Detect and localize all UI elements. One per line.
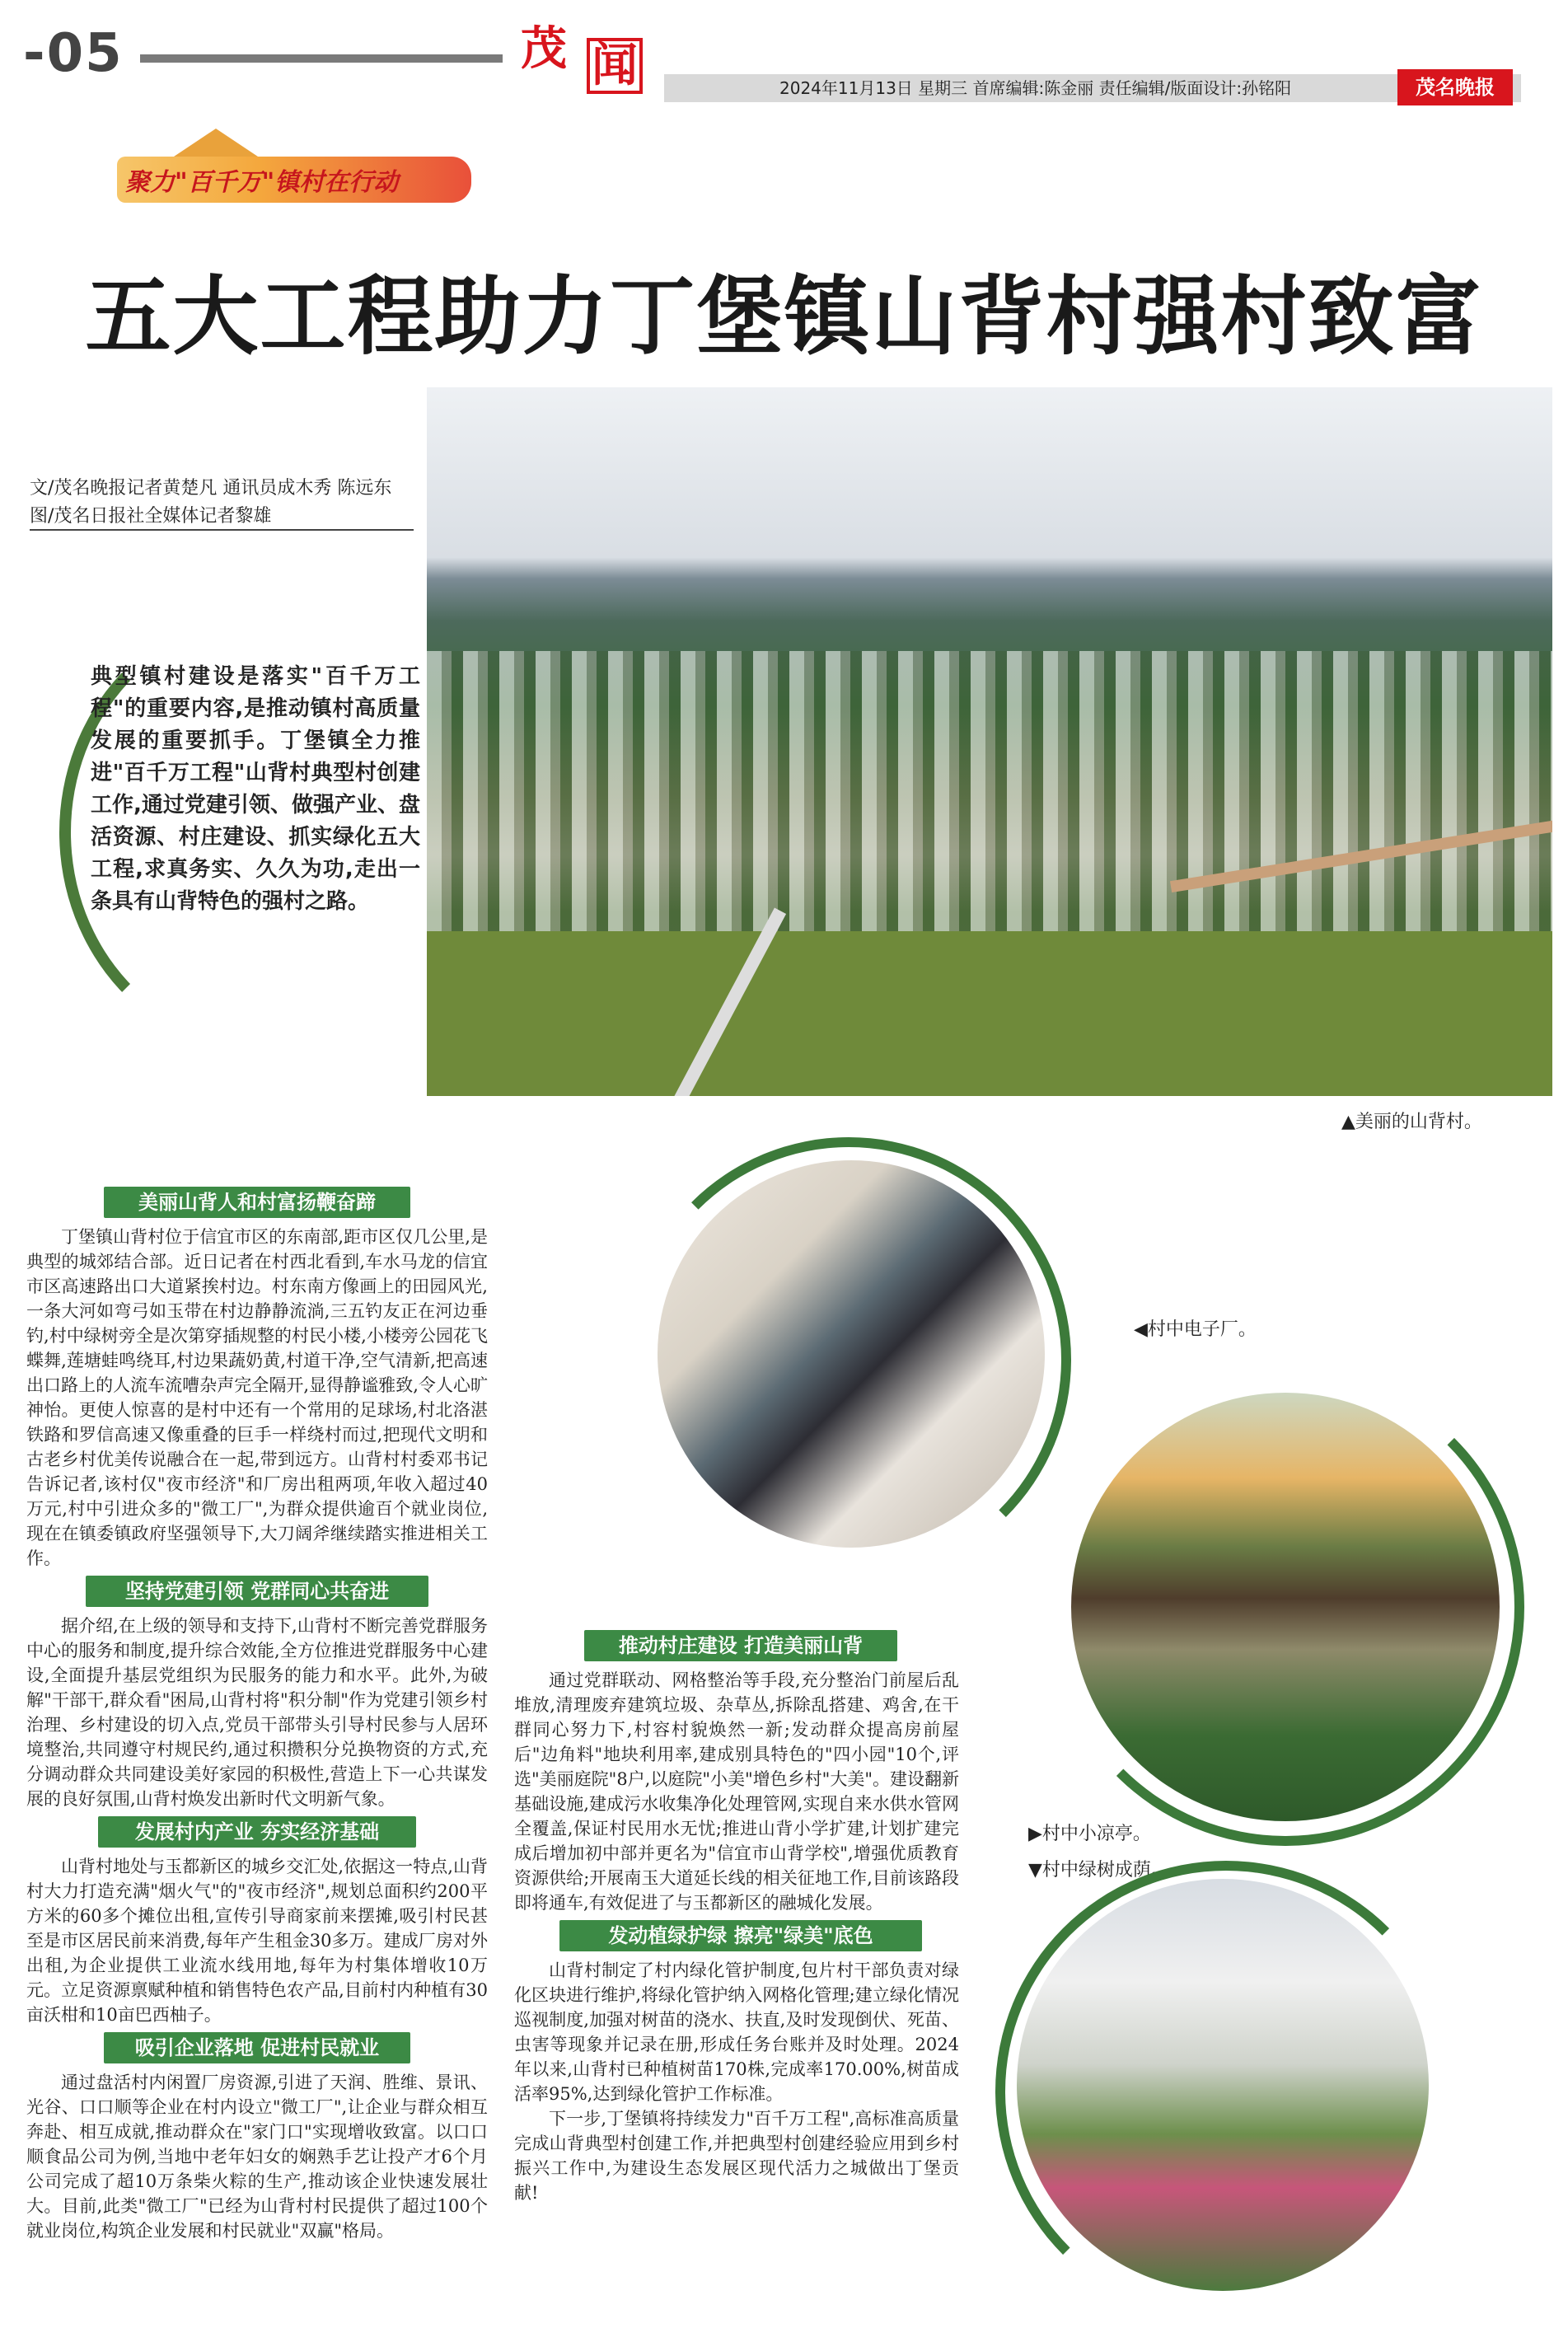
section-body-4: 通过盘活村内闲置厂房资源,引进了天润、胜维、景讯、光谷、口口顺等企业在村内设立"微工厂",让企业与群众相互奔赴、相互成就,推动群众在"家门口"实现增收致富。以口口顺食品公司为例,当地中老年妇女的娴熟手艺让投产才6个月公司完成了超10万条柴火粽的生产,推动该企业快速发展壮大。目前,此类"微工厂"已经为山背村村民提供了超过100个就业岗位,构筑企业发展和村民就业"双赢"格局。 <box>26 2073 488 2241</box>
trees-caption: ▼村中绿树成荫。 <box>1028 1860 1169 1881</box>
pavilion-caption: ▶村中小凉亭。 <box>1028 1824 1151 1844</box>
main-photo-caption: ▲美丽的山背村。 <box>1341 1112 1482 1132</box>
section-char-2: 闻 <box>587 38 643 94</box>
pavilion-photo <box>1071 1393 1500 1821</box>
section-heading-5: 推动村庄建设 打造美丽山背 <box>584 1630 897 1661</box>
photo-village-area <box>427 651 1552 948</box>
aerial-village-photo <box>427 387 1552 1096</box>
paper-logo: 茂名晚报 <box>1397 69 1513 105</box>
intro-paragraph: 典型镇村建设是落实"百千万工程"的重要内容,是推动镇村高质量发展的重要抓手。丁堡镇全力推进"百千万工程"山背村典型村创建工作,通过党建引领、做强产业、盘活资源、村庄建设、抓实绿化五大工程,求真务实、久久为功,走出一条具有山背特色的强村之路。 <box>91 664 420 914</box>
header-rule <box>140 54 503 63</box>
column-left <box>26 1187 488 2243</box>
section-heading-2: 坚持党建引领 党群同心共奋进 <box>86 1576 428 1607</box>
byline-text: 文/茂名晚报记者黄楚凡 通讯员成木秀 陈远东 <box>30 478 392 499</box>
section-heading-3: 发展村内产业 夯实经济基础 <box>98 1816 416 1848</box>
section-body-6b: 下一步,丁堡镇将持续发力"百千万工程",高标准高质量完成山背典型村创建工作,并把典型村创建经验应用到乡村振兴工作中,为建设生态发展区现代活力之城做出丁堡贡献! <box>514 2109 959 2203</box>
section-body-6: 山背村制定了村内绿化管护制度,包片村干部负责对绿化区块进行维护,将绿化管护纳入网格化管理;建立绿化情况巡视制度,加强对树苗的浇水、扶直,及时发现倒伏、死苗、虫害等现象并记录在册,形成任务台账并及时处理。2024年以来,山背村已种植树苗170株,完成率170.00%,树苗成活率95%,达到绿化管护工作标准。 <box>514 1960 959 2104</box>
photo-river <box>427 931 1552 1096</box>
section-body-5: 通过党群联动、网格整治等手段,充分整治门前屋后乱堆放,清理废弃建筑垃圾、杂草丛,拆除乱搭建、鸡舍,在干群同心努力下,村容村貌焕然一新;发动群众提高房前屋后"边角料"地块利用率,建成别具特色的"四小园"10个,评选"美丽庭院"8户,以庭院"小美"增色乡村"大美"。建设翻新基础设施,建成污水收集净化处理管网,实现自来水供水管网全覆盖,保证村民用水无忧;推进山背小学扩建,计划扩建完成后增加初中部并更名为"信宜市山背学校",增强优质教育资源供给;开展南玉大道延长线的相关征地工作,目前该路段即将通车,有效促进了与玉都新区的融城化发展。 <box>514 1670 959 1913</box>
campaign-banner <box>117 124 471 214</box>
factory-photo <box>658 1160 1045 1548</box>
byline-photo: 图/茂名日报社全媒体记者黎雄 <box>30 506 272 527</box>
headline: 五大工程助力丁堡镇山背村强村致富 <box>85 266 1483 367</box>
date-editor-bar: 2024年11月13日 星期三 首席编辑:陈金丽 责任编辑/版面设计:孙铭阳 <box>664 74 1521 102</box>
column-middle <box>514 1630 967 2205</box>
factory-caption: ◀村中电子厂。 <box>1134 1319 1257 1340</box>
section-heading-6: 发动植绿护绿 擦亮"绿美"底色 <box>559 1920 922 1951</box>
byline-rule <box>30 529 414 531</box>
section-body-3: 山背村地处与玉都新区的城乡交汇处,依据这一特点,山背村大力打造充满"烟火气"的"夜市经济",规划总面积约200平方米的60多个摊位出租,宣传引导商家前来摆摊,吸引村民甚至是市区居民前来消费,每年产生租金30多万。建成厂房对外出租,为企业提供工业流水线用地,每年为村集体增收10万元。立足资源禀赋种植和销售特色农产品,目前村内种植有30亩沃柑和10亩巴西柚子。 <box>26 1857 488 2025</box>
section-logo <box>521 22 653 105</box>
section-heading-1: 美丽山背人和村富扬鞭奋蹄 <box>104 1187 410 1218</box>
section-body-1: 丁堡镇山背村位于信宜市区的东南部,距市区仅几公里,是典型的城郊结合部。近日记者在村西北看到,车水马龙的信宜市区高速路出口大道紧挨村边。村东南方像画上的田园风光,一条大河如弯弓如玉带在村边静静流淌,三五钓友正在河边垂钓,村中绿树旁全是次第穿插规整的村民小楼,小楼旁公园花飞蝶舞,莲塘蛙鸣绕耳,村边果蔬奶黄,村道干净,空气清新,把高速出口路上的人流车流嘈杂声完全隔开,显得静谧雅致,令人心旷神怡。更使人惊喜的是村中还有一个常用的足球场,村北洛湛铁路和罗信高速又像重叠的巨手一样绕村而过,把现代文明和古老乡村优美传说融合在一起,带到远方。山背村村委邓书记告诉记者,该村仅"夜市经济"和厂房出租两项,年收入超过40万元,村中引进众多的"微工厂",为群众提供逾百个就业岗位,现在在镇委镇政府坚强领导下,大刀阔斧继续踏实推进相关工作。 <box>26 1227 488 1568</box>
section-heading-4: 吸引企业落地 促进村民就业 <box>104 2032 410 2063</box>
section-char-1: 茂 <box>521 22 567 76</box>
byline <box>30 475 417 531</box>
trees-photo <box>1017 1879 1429 2291</box>
section-body-2: 据介绍,在上级的领导和支持下,山背村不断完善党群服务中心的服务和制度,提升综合效能,全方位推进党群服务中心建设,全面提升基层党组织为民服务的能力和水平。此外,为破解"干部干,群众看"困局,山背村将"积分制"作为党建引领乡村治理、乡村建设的切入点,党员干部带头引导村民参与人居环境整治,共同遵守村规民约,通过积攒积分兑换物资的方式,充分调动群众共同建设美好家园的积极性,营造上下一心共谋发展的良好氛围,山背村焕发出新时代文明新气象。 <box>26 1616 488 1809</box>
page-number: -05 <box>23 23 124 84</box>
campaign-banner-text: 聚力"百千万"镇村在行动 <box>125 168 399 197</box>
